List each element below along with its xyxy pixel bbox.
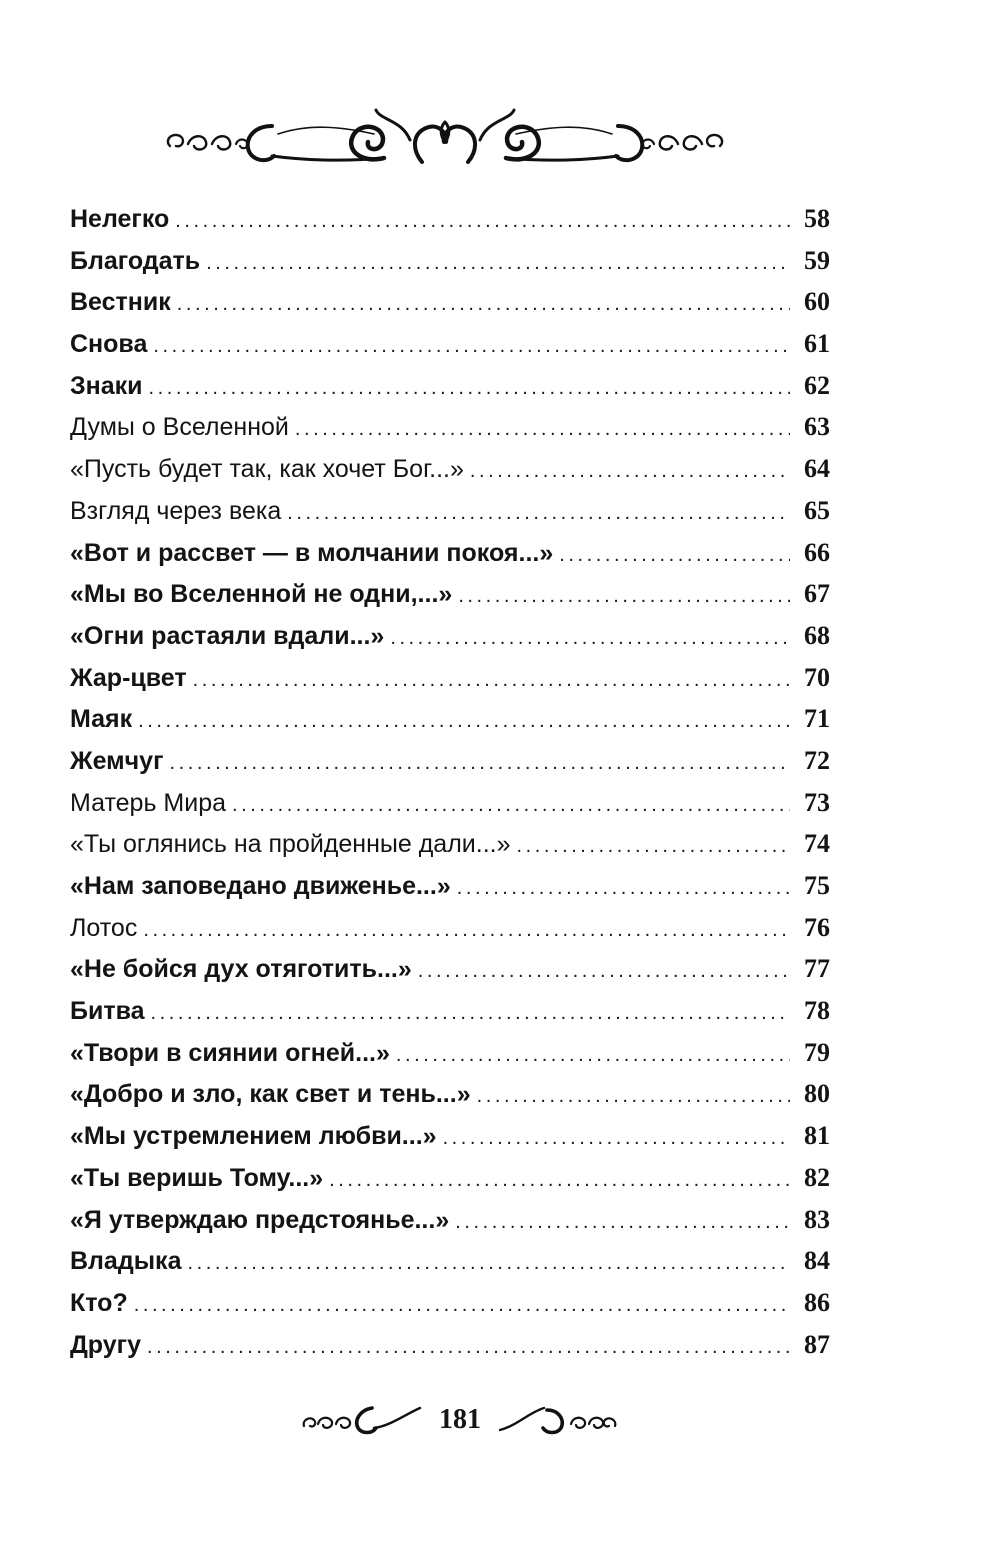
dot-leader — [149, 368, 790, 410]
toc-entry-title: Благодать — [70, 246, 201, 275]
toc-entry-title: Жар-цвет — [70, 663, 187, 692]
toc-entry-page: 73 — [804, 787, 830, 817]
dot-leader — [329, 1160, 790, 1202]
flourish-right-icon — [495, 1400, 620, 1440]
toc-entry-page: 80 — [804, 1079, 830, 1109]
dot-leader — [187, 1243, 790, 1285]
toc-entry — [70, 532, 830, 574]
toc-entry — [70, 1199, 830, 1241]
toc-entry-page: 83 — [804, 1204, 830, 1234]
toc-entry — [70, 1157, 830, 1199]
toc-entry-title: «Ты оглянись на пройденные дали...» — [70, 830, 511, 859]
dot-leader — [232, 785, 790, 827]
toc-entry-title: Знаки — [70, 371, 143, 400]
toc-entry — [70, 240, 830, 282]
toc-entry-page: 58 — [804, 204, 830, 233]
toc-entry — [70, 1073, 830, 1115]
toc-entry-page: 62 — [804, 370, 830, 400]
toc-entry — [70, 1324, 830, 1366]
dot-leader — [138, 701, 790, 743]
toc-entry — [70, 823, 830, 865]
toc-entry-title: «Ты веришь Тому...» — [70, 1163, 324, 1192]
toc-entry-page: 75 — [804, 871, 830, 900]
toc-entry-page: 70 — [804, 662, 830, 692]
toc-entry-page: 84 — [804, 1246, 830, 1276]
toc-entry — [70, 198, 830, 240]
toc-entry-page: 68 — [804, 620, 830, 650]
toc-entry-page: 71 — [804, 704, 830, 734]
toc-entry — [70, 948, 830, 990]
toc-entry-page: 67 — [804, 579, 830, 609]
toc-entry-title: «Огни растаяли вдали...» — [70, 621, 385, 650]
toc-entry-title: Кто? — [70, 1288, 128, 1317]
dot-leader — [457, 868, 790, 910]
toc-entry — [70, 406, 830, 448]
toc-entry-title: «Добро и зло, как свет и тень...» — [70, 1080, 471, 1109]
toc-entry — [70, 448, 830, 490]
toc-entry — [70, 1240, 830, 1282]
dot-leader — [147, 1327, 790, 1369]
dot-leader — [517, 826, 790, 868]
toc-entry-title: Думы о Вселенной — [70, 413, 289, 442]
toc-entry-title: Жемчуг — [70, 746, 164, 775]
toc-entry-title: Матерь Мира — [70, 788, 227, 817]
toc-entry — [70, 281, 830, 323]
toc-entry-title: Битва — [70, 997, 145, 1026]
toc-entry-title: «Мы во Вселенной не одни,...» — [70, 580, 453, 609]
toc-entry — [70, 657, 830, 699]
toc-entry-page: 65 — [804, 495, 830, 525]
decorative-flourish-icon — [160, 100, 730, 180]
toc-entry — [70, 865, 830, 907]
dot-leader — [458, 576, 790, 618]
dot-leader — [175, 201, 790, 243]
dot-leader — [177, 284, 790, 326]
toc-entry — [70, 990, 830, 1032]
dot-leader — [470, 451, 790, 493]
toc-entry — [70, 1282, 830, 1324]
dot-leader — [396, 1035, 790, 1077]
dot-leader — [151, 993, 790, 1035]
toc-entry-title: «Пусть будет так, как хочет Бог...» — [70, 455, 464, 484]
toc-entry-page: 64 — [804, 454, 830, 484]
toc-entry-title: Лотос — [70, 913, 138, 942]
toc-entry-title: Нелегко — [70, 205, 170, 233]
toc-entry-page: 79 — [804, 1037, 830, 1067]
toc-entry-page: 81 — [804, 1121, 830, 1151]
toc-entry-page: 59 — [804, 245, 830, 275]
toc-entry — [70, 365, 830, 407]
toc-entry-title: Маяк — [70, 705, 133, 734]
toc-entry — [70, 698, 830, 740]
toc-entry-title: «Мы устремлением любви...» — [70, 1122, 437, 1151]
dot-leader — [153, 326, 790, 368]
toc-entry-page: 76 — [804, 912, 830, 942]
toc-entry — [70, 1115, 830, 1157]
toc-entry-page: 66 — [804, 537, 830, 567]
toc-entry-title: Снова — [70, 330, 148, 359]
page-number: 181 — [439, 1404, 481, 1435]
toc-entry-title: «Твори в сиянии огней...» — [70, 1038, 390, 1067]
dot-leader — [559, 535, 790, 577]
toc-entry-page: 60 — [804, 287, 830, 317]
toc-entry-title: «Вот и рассвет — в молчании покоя...» — [70, 538, 554, 567]
flourish-left-icon — [300, 1400, 425, 1440]
toc-entry — [70, 907, 830, 949]
dot-leader — [193, 660, 790, 702]
toc-entry-title: Вестник — [70, 288, 171, 317]
toc-entry — [70, 573, 830, 615]
toc-entry-page: 86 — [804, 1287, 830, 1317]
toc-entry — [70, 323, 830, 365]
dot-leader — [477, 1076, 790, 1118]
toc-entry-page: 63 — [804, 412, 830, 442]
dot-leader — [443, 1118, 790, 1160]
toc-entry-page: 72 — [804, 745, 830, 775]
dot-leader — [390, 618, 790, 660]
toc-entry — [70, 740, 830, 782]
toc-entry — [70, 1032, 830, 1074]
dot-leader — [134, 1285, 790, 1327]
dot-leader — [206, 243, 790, 285]
table-of-contents — [70, 198, 830, 1365]
dot-leader — [295, 409, 790, 451]
dot-leader — [170, 743, 791, 785]
toc-entry — [70, 782, 830, 824]
toc-entry-title: Другу — [70, 1330, 141, 1359]
page-footer — [295, 1392, 625, 1448]
toc-entry-page: 87 — [804, 1329, 830, 1359]
toc-entry — [70, 490, 830, 532]
toc-entry-page: 61 — [804, 329, 830, 359]
toc-entry-title: «Не бойся дух отяготить...» — [70, 955, 412, 984]
toc-entry-title: Владыка — [70, 1247, 182, 1276]
toc-entry-page: 74 — [804, 829, 830, 859]
dot-leader — [455, 1202, 790, 1244]
toc-entry-title: «Я утверждаю предстоянье...» — [70, 1205, 450, 1234]
dot-leader — [287, 493, 790, 535]
toc-entry-title: Взгляд через века — [70, 496, 282, 525]
toc-entry-page: 78 — [804, 996, 830, 1026]
toc-entry — [70, 615, 830, 657]
dot-leader — [418, 951, 790, 993]
dot-leader — [143, 910, 790, 952]
toc-entry-title: «Нам заповедано движенье...» — [70, 872, 451, 900]
toc-entry-page: 82 — [804, 1162, 830, 1192]
toc-entry-page: 77 — [804, 954, 830, 984]
